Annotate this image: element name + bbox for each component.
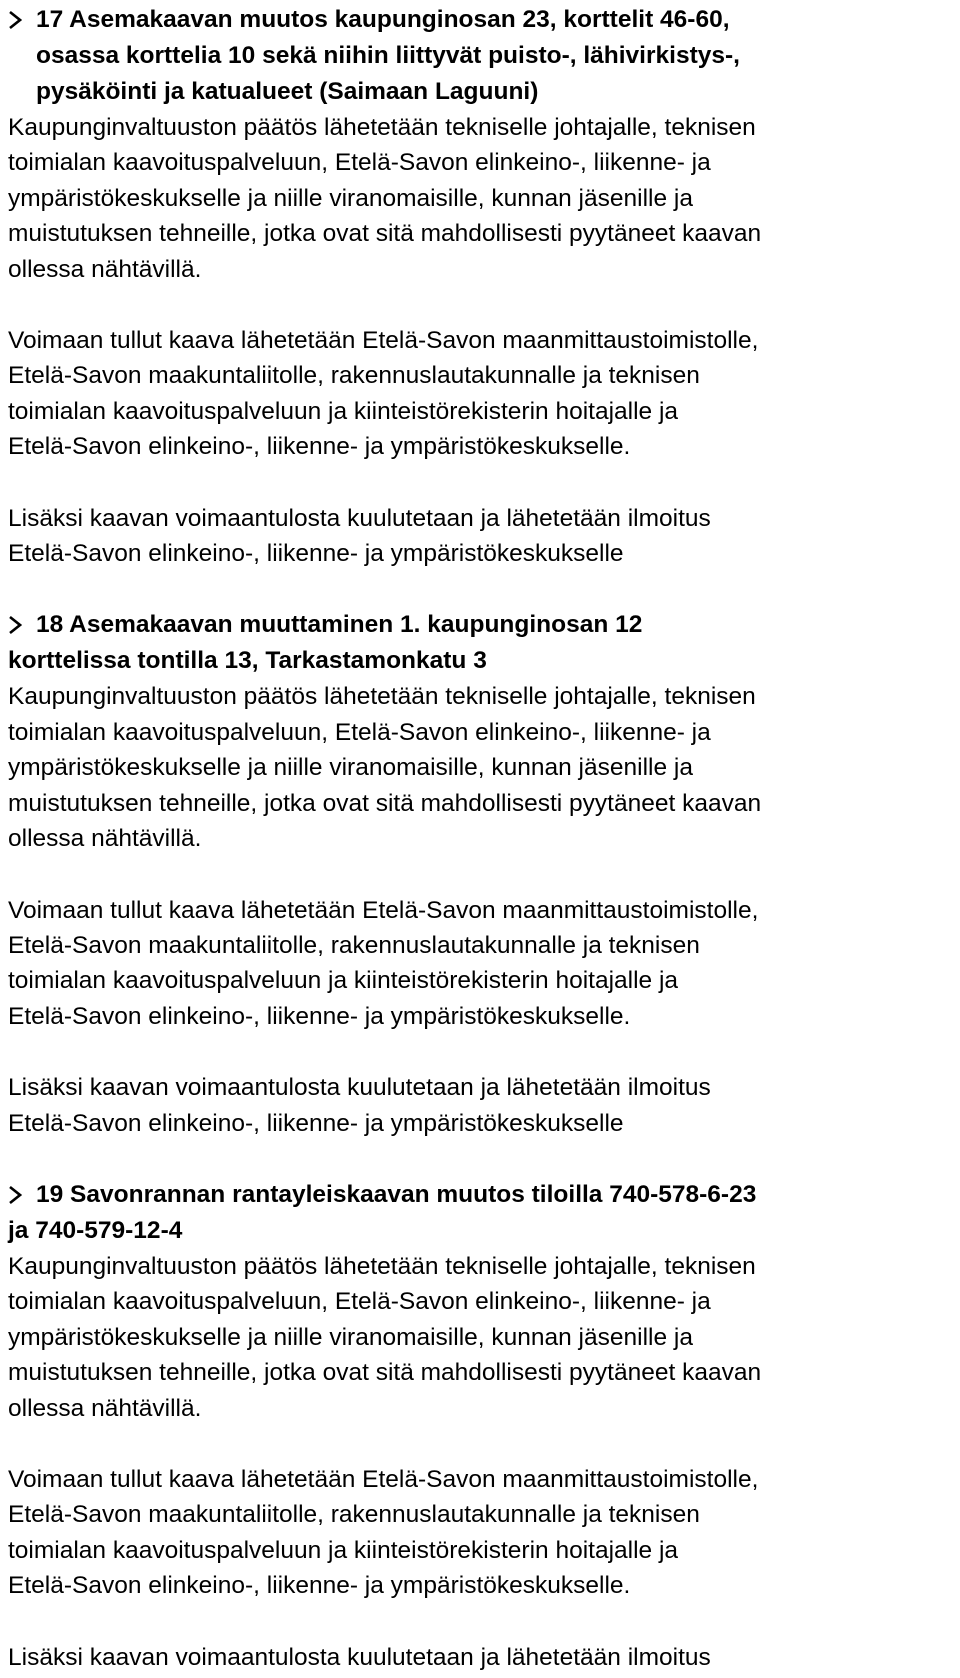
paragraph-distribution: Kaupunginvaltuuston päätös lähetetään tekniselle johtajalle, teknisen toimialan kaavoituspalveluun, Etelä-Savon elinkeino-, liikenne- ja ympäristökeskukselle ja niille viranomaisille, kunnan jäsenille ja muistutuksen tehneille, jotka ovat sitä mahdollisesti pyytäneet kaavan ollessa nähtävillä. xyxy=(8,114,762,283)
paragraph-distribution: Kaupunginvaltuuston päätös lähetetään tekniselle johtajalle, teknisen toimialan kaavoituspalveluun, Etelä-Savon elinkeino-, liikenne- ja ympäristökeskukselle ja niille viranomaisille, kunnan jäsenille ja muistutuksen tehneille, jotka ovat sitä mahdollisesti pyytäneet kaavan ollessa nähtävillä. xyxy=(8,683,762,853)
section-heading xyxy=(8,2,960,110)
section-heading xyxy=(8,607,960,643)
section-heading xyxy=(8,1177,960,1213)
paragraph-enacted-plan: Voimaan tullut kaava lähetetään Etelä-Savon maanmittaustoimistolle, Etelä-Savon maakuntaliitolle, rakennuslautakunnalle ja teknisen toimialan kaavoituspalveluun ja kiinteistörekisterin hoitajalle ja Etelä-Savon elinkeino-, liikenne- ja ympäristökeskukselle. xyxy=(8,327,759,461)
section-17 xyxy=(8,2,960,607)
paragraph-enacted-plan: Voimaan tullut kaava lähetetään Etelä-Savon maanmittaustoimistolle, Etelä-Savon maakuntaliitolle, rakennuslautakunnalle ja teknisen toimialan kaavoituspalveluun ja kiinteistörekisterin hoitajalle ja Etelä-Savon elinkeino-, liikenne- ja ympäristökeskukselle. xyxy=(8,1465,759,1600)
heading-text: 18 Asemakaavan muuttaminen 1. kaupunginosan 12 xyxy=(36,611,643,639)
arrow-bullet-icon xyxy=(8,1177,22,1213)
paragraph-distribution: Kaupunginvaltuuston päätös lähetetään tekniselle johtajalle, teknisen toimialan kaavoituspalveluun, Etelä-Savon elinkeino-, liikenne- ja ympäristökeskukselle ja niille viranomaisille, kunnan jäsenille ja muistutuksen tehneille, jotka ovat sitä mahdollisesti pyytäneet kaavan ollessa nähtävillä. xyxy=(8,1252,762,1422)
section-19 xyxy=(8,1177,960,1675)
arrow-bullet-icon xyxy=(8,2,22,38)
section-heading-continued: korttelissa tontilla 13, Tarkastamonkatu 3 xyxy=(8,647,487,675)
section-heading-continued: ja 740-579-12-4 xyxy=(8,1216,183,1244)
paragraph-enacted-plan: Voimaan tullut kaava lähetetään Etelä-Savon maanmittaustoimistolle, Etelä-Savon maakuntaliitolle, rakennuslautakunnalle ja teknisen toimialan kaavoituspalveluun ja kiinteistörekisterin hoitajalle ja Etelä-Savon elinkeino-, liikenne- ja ympäristökeskukselle. xyxy=(8,896,759,1030)
arrow-bullet-icon xyxy=(8,607,22,643)
section-18 xyxy=(8,607,960,1176)
heading-text: 19 Savonrannan rantayleiskaavan muutos tiloilla 740-578-6-23 xyxy=(36,1180,757,1208)
heading-text: 17 Asemakaavan muutos kaupunginosan 23, korttelit 46-60, osassa korttelia 10 sekä niihin liittyvät puisto-, lähivirkistys-, pysäköinti ja katualueet (Saimaan Laguuni) xyxy=(36,6,740,105)
paragraph-announcement: Lisäksi kaavan voimaantulosta kuulutetaan ja lähetetään ilmoitus Etelä-Savon elinkeino-, liikenne- ja ympäristökeskukselle xyxy=(8,504,711,568)
paragraph-announcement: Lisäksi kaavan voimaantulosta kuulutetaan ja lähetetään ilmoitus xyxy=(8,1643,711,1671)
paragraph-announcement: Lisäksi kaavan voimaantulosta kuulutetaan ja lähetetään ilmoitus Etelä-Savon elinkeino-, liikenne- ja ympäristökeskukselle xyxy=(8,1074,711,1137)
